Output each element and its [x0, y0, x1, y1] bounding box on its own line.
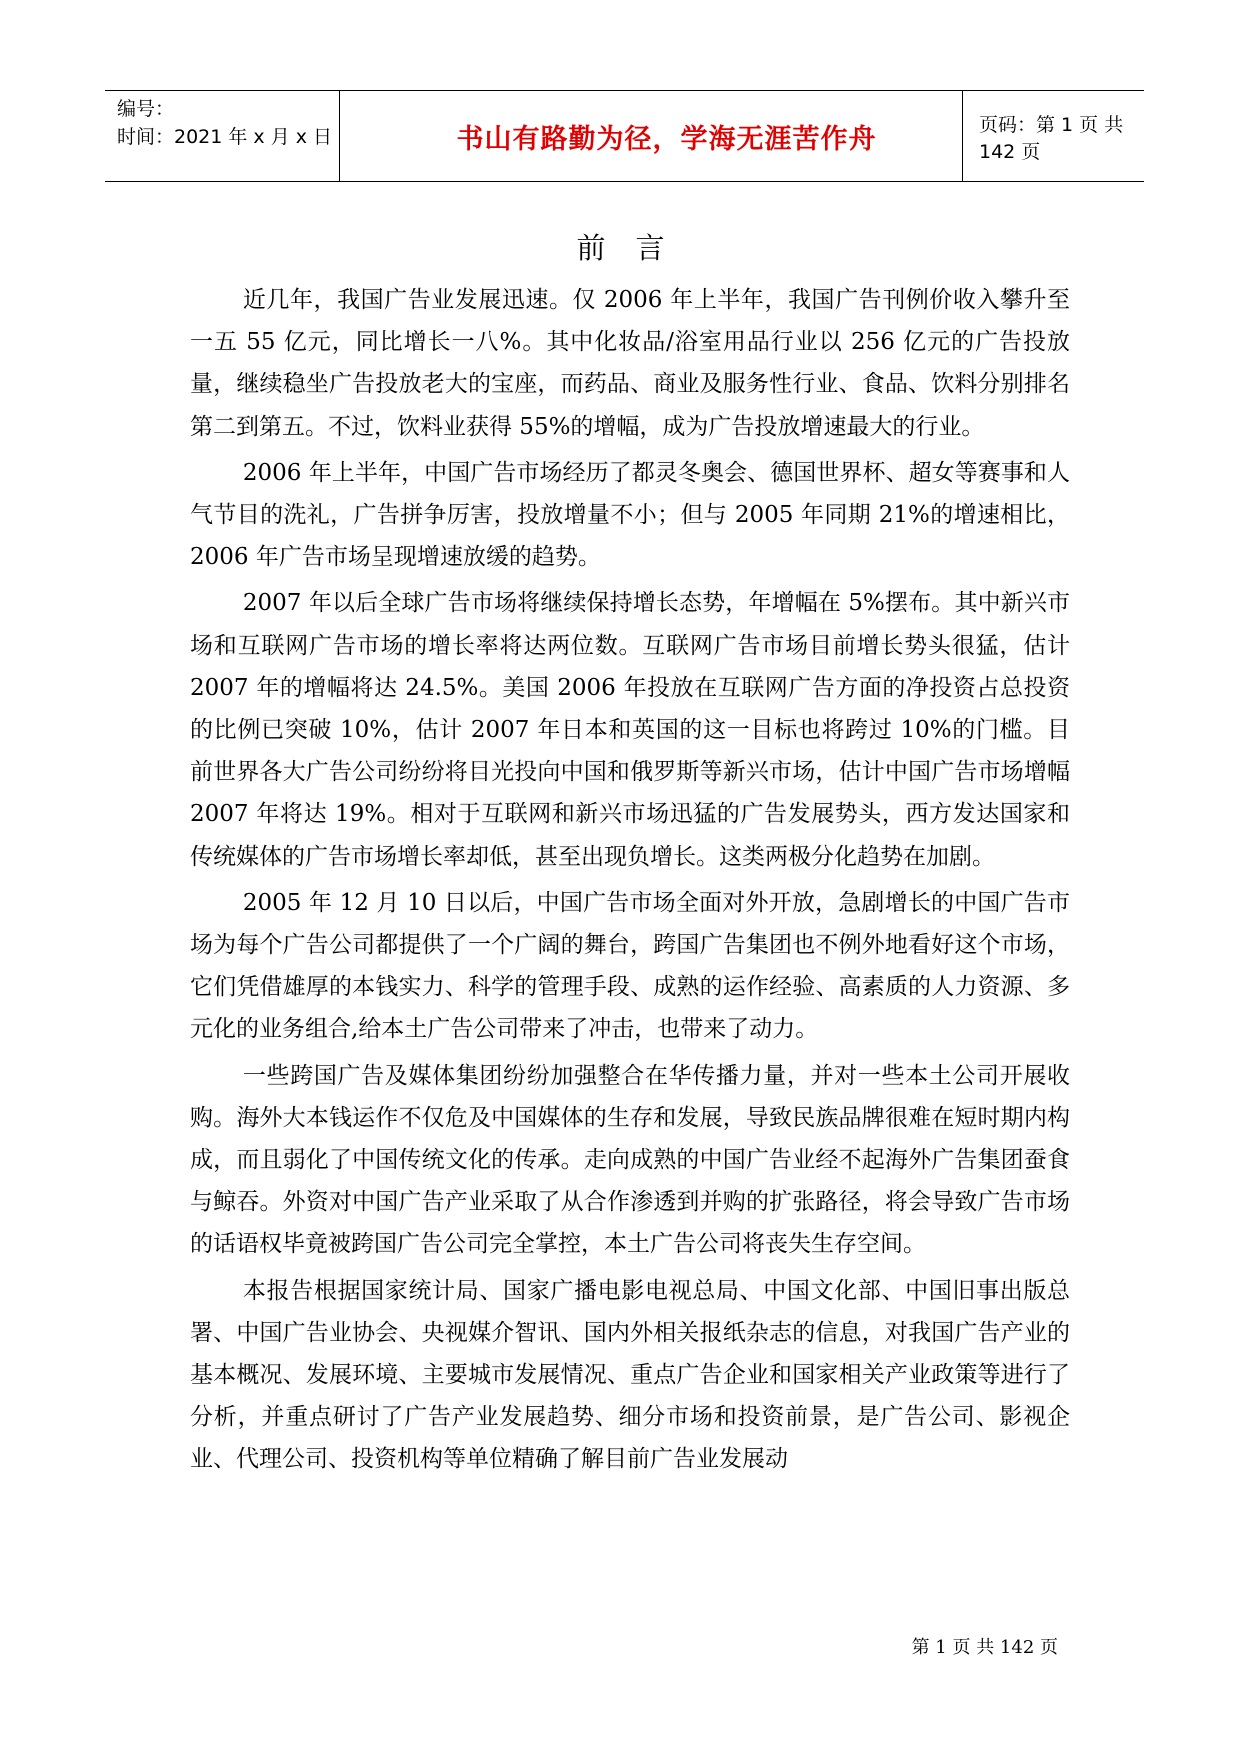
header-divider-right [962, 91, 963, 182]
document-title: 前言 [576, 231, 695, 265]
paragraph: 2007 年以后全球广告市场将继续保持增长态势，年增幅在 5%摆布。其中新兴市场和互联网广告市场的增长率将达两位数。互联网广告市场目前增长势头很猛，估计 2007 年的增幅将达 24.5%。美国 2006 年投放在互联网广告方面的净投资占总投资的比例已突破 10%，估计 2007 年日本和英国的这一目标也将跨过 10%的门槛。目前世界各大广告公司纷纷将目光投向中国和俄罗斯等新兴市场，估计中国广告市场增幅 2007 年将达 19%。相对于互联网和新兴市场迅猛的广告发展势头，西方发达国家和传统媒体的广告市场增长率却低，甚至出现负增长。这类两极分化趋势在加剧。 [190, 590, 1070, 870]
header-meta [117, 95, 332, 151]
document-body [190, 279, 1070, 1485]
page-header [105, 90, 1144, 182]
header-page-info: 页码：第 1 页 共 142 页 [979, 113, 1124, 163]
paragraph: 一些跨国广告及媒体集团纷纷加强整合在华传播力量，并对一些本土公司开展收购。海外大本钱运作不仅危及中国媒体的生存和发展，导致民族品牌很难在短时期内构成，而且弱化了中国传统文化的传承。走向成熟的中国广告业经不起海外广告集团蚕食与鲸吞。外资对中国广告产业采取了从合作渗透到并购的扩张路径，将会导致广告市场的话语权毕竟被跨国广告公司完全掌控，本土广告公司将丧失生存空间。 [190, 1062, 1070, 1258]
document-number-label: 编号： [117, 98, 175, 120]
header-motto: 书山有路勤为径，学海无涯苦作舟 [456, 124, 877, 155]
paragraph: 本报告根据国家统计局、国家广播电影电视总局、中国文化部、中国旧事出版总署、中国广告业协会、央视媒介智讯、国内外相关报纸杂志的信息，对我国广告产业的基本概况、发展环境、主要城市发展情况、重点广告企业和国家相关产业政策等进行了分析，并重点研讨了广告产业发展趋势、细分市场和投资前景，是广告公司、影视企业、代理公司、投资机构等单位精确了解目前广告业发展动 [190, 1277, 1070, 1473]
paragraph: 2006 年上半年，中国广告市场经历了都灵冬奥会、德国世界杯、超女等赛事和人气节目的洗礼，广告拼争厉害，投放增量不小；但与 2005 年同期 21%的增速相比，2006 年广告市场呈现增速放缓的趋势。 [190, 459, 1070, 571]
paragraph: 2005 年 12 月 10 日以后，中国广告市场全面对外开放，急剧增长的中国广告市场为每个广告公司都提供了一个广阔的舞台，跨国广告集团也不例外地看好这个市场，它们凭借雄厚的本钱实力、科学的管理手段、成熟的运作经验、高素质的人力资源、多元化的业务组合,给本土广告公司带来了冲击，也带来了动力。 [190, 889, 1070, 1043]
document-time-label: 时间：2021 年 x 月 x 日 [117, 126, 333, 148]
paragraph: 近几年，我国广告业发展迅速。仅 2006 年上半年，我国广告刊例价收入攀升至一五 55 亿元，同比增长一八%。其中化妆品/浴室用品行业以 256 亿元的广告投放量，继续稳坐广告投放老大的宝座，而药品、商业及服务性行业、食品、饮料分别排名第二到第五。不过，饮料业获得 55%的增幅，成为广告投放增速最大的行业。 [190, 287, 1070, 440]
header-divider-left [339, 91, 340, 182]
page-footer: 第 1 页 共 142 页 [911, 1637, 1058, 1658]
